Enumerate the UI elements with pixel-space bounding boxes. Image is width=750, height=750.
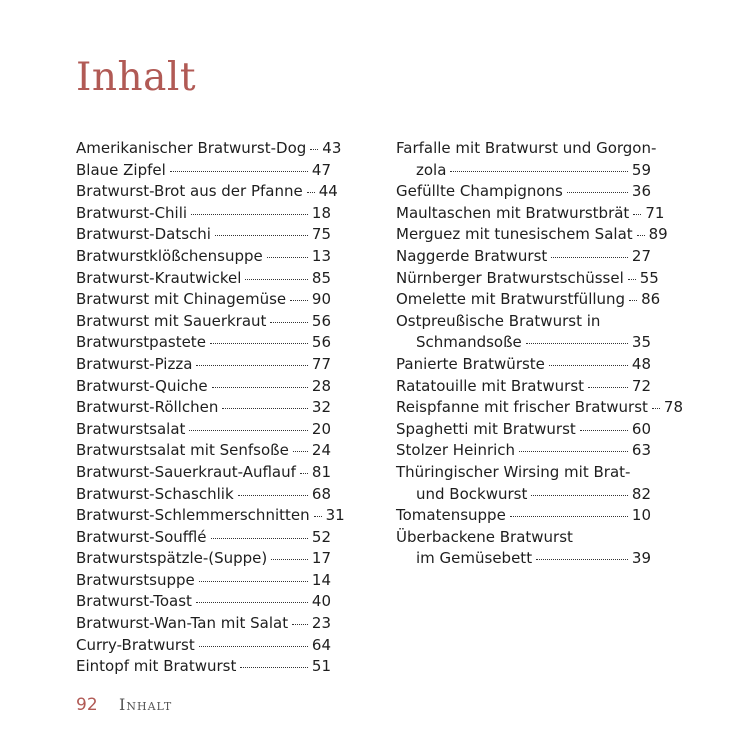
toc-entry [396,441,651,463]
toc-entry-name: Naggerde Bratwurst [396,246,548,265]
toc-entry-name: Ratatouille mit Bratwurst [396,376,585,395]
toc-entry-name: Bratwurst-Quiche [76,376,208,395]
toc-entry-page: 71 [645,203,665,222]
toc-entry-name: Farfalle mit Bratwurst und Gorgon- [396,139,657,157]
toc-entry [76,204,331,226]
dot-leader [510,516,628,517]
toc-entry-page: 64 [311,635,331,654]
toc-entry-page: 60 [631,419,651,438]
toc-entry-page: 52 [311,527,331,546]
toc-entry [396,268,659,291]
toc-entry [76,441,331,463]
toc-entry-name: Bratwurst mit Sauerkraut [76,311,267,330]
toc-entry-name: Bratwurst-Sauerkraut-Auflauf [76,462,296,481]
toc-entry [396,355,651,377]
toc-entry-page: 18 [311,203,331,222]
toc-entry-farfalle-line1 [396,139,657,161]
toc-entry-ostpreussische-line1 [396,312,651,334]
dot-leader [652,408,660,409]
toc-entry [396,225,668,247]
dot-leader [212,387,308,388]
dot-leader [211,538,308,539]
toc-entry-name: Bratwurstklößchensuppe [76,246,263,265]
toc-entry-name: Spaghetti mit Bratwurst [396,419,576,438]
toc-entry-tomatensuppe [396,506,651,528]
toc-entry-page: 89 [648,225,668,244]
dot-leader [450,171,627,172]
toc-entry-name: Thüringischer Wirsing mit Brat- [396,462,631,481]
toc-entry-name: Panierte Bratwürste [396,354,545,373]
toc-entry [76,485,331,507]
toc-entry-name: Bratwurst-Röllchen [76,398,219,417]
dot-leader [222,408,308,409]
toc-entry-name: Tomatensuppe [396,506,506,525]
toc-entry-page: 47 [311,160,331,179]
toc-entry-name: Bratwurst-Toast [76,592,192,611]
toc-entry-name: Bratwurst-Schaschlik [76,484,234,503]
toc-entry-page: 56 [311,311,331,330]
toc-entry-ostpreussische-line2 [396,333,651,355]
toc-entry [76,398,331,420]
toc-entry-page: 63 [631,441,651,460]
toc-entry-name: Curry-Bratwurst [76,635,195,654]
toc-entry-name: Stolzer Heinrich [396,441,516,460]
page-number: 92 [76,695,98,715]
toc-entry-page: 56 [311,333,331,352]
dot-leader [267,257,308,258]
dot-leader [170,171,308,172]
toc-group-a [396,182,668,312]
toc-entry-page: 14 [311,570,331,589]
toc-entry-name: Bratwurst-Chili [76,203,188,222]
toc-entry-page: 44 [318,182,338,201]
toc-entry-page: 51 [311,657,331,676]
toc-entry-thueringer-line2 [396,485,651,507]
toc-group-b [396,354,684,463]
toc-entry [76,355,331,377]
dot-leader [629,300,637,301]
toc-entry-page: 40 [311,592,331,611]
toc-entry-name: Amerikanischer Bratwurst-Dog [76,139,307,157]
toc-entry-page: 68 [311,484,331,503]
toc-entry-name: Nürnberger Bratwurstschüssel [396,268,624,287]
toc-entry-name: Maultaschen mit Bratwurstbrät [396,203,630,222]
toc-entry [396,247,651,269]
toc-entry-name: Bratwurstpastete [76,333,206,352]
toc-entry-page: 81 [311,462,332,481]
dot-leader [633,214,641,215]
dot-leader [310,149,318,150]
toc-entry [76,139,342,161]
toc-entry-name: Schmandsoße [416,333,522,352]
toc-entry-name: Bratwurst-Datschi [76,225,211,244]
toc-entry-name: Bratwurstspätzle-(Suppe) [76,549,268,568]
toc-left-column [76,139,345,679]
toc-entry-page: 35 [631,333,651,352]
toc-entry [76,225,331,247]
toc-entry [396,398,684,420]
toc-entry-name: und Bockwurst [416,484,528,503]
toc-entry-name: Eintopf mit Bratwurst [76,657,237,676]
toc-entry-page: 77 [311,354,331,373]
toc-entry-name: Gefüllte Champignons [396,182,563,201]
dot-leader [191,214,308,215]
dot-leader [245,279,308,280]
toc-entry-page: 48 [631,354,651,373]
dot-leader [519,451,628,452]
dot-leader [536,559,628,560]
toc-entry-name: Bratwurst-Soufflé [76,527,207,546]
dot-leader [628,279,636,280]
toc-entry-page: 85 [311,268,331,287]
toc-entry [76,463,331,485]
dot-leader [549,365,628,366]
dot-leader [526,343,628,344]
toc-entry-page: 55 [639,268,659,287]
dot-leader [196,602,308,603]
toc-entry-page: 86 [641,290,661,309]
toc-entry-page: 10 [631,506,651,525]
toc-entry [76,377,331,399]
toc-entry-thueringer-line1 [396,463,651,485]
toc-entry-page: 24 [311,441,331,460]
toc-entry-name: Blaue Zipfel [76,160,166,179]
dot-leader [580,430,628,431]
toc-entry-farfalle-line2 [396,161,651,183]
toc-entry [76,161,331,183]
toc-right-column [396,139,684,571]
toc-entry [396,203,665,226]
toc-entry-page: 13 [311,246,331,265]
toc-entry-name: Bratwurst mit Chinagemüse [76,290,287,309]
toc-entry [76,312,331,334]
toc-entry [76,636,331,658]
toc-entry [76,506,345,528]
dot-leader [567,192,628,193]
toc-entry-page: 31 [325,506,345,525]
toc-entry-ueberbackene-line2 [396,549,651,571]
toc-entry-page: 59 [631,160,651,179]
toc-entry-name: Bratwurst-Wan-Tan mit Salat [76,614,289,633]
toc-entry-page: 23 [311,614,331,633]
toc-entry-page: 39 [631,549,651,568]
toc-entry-name: Bratwurstsalat [76,419,186,438]
toc-entry [396,420,651,442]
dot-leader [292,624,308,625]
running-head: Inhalt [119,695,173,714]
toc-entry [76,420,331,442]
toc-entry [76,657,331,679]
dot-leader [300,473,308,474]
toc-entry-name: Bratwurst-Brot aus der Pfanne [76,182,303,201]
toc-entry-name: Bratwurst-Krautwickel [76,268,242,287]
dot-leader [196,365,308,366]
dot-leader [637,235,645,236]
toc-entry [76,269,331,291]
dot-leader [588,387,628,388]
toc-entry-name: Bratwurstsalat mit Senfsoße [76,441,289,460]
toc-entry-page: 90 [311,290,331,309]
dot-leader [271,559,308,560]
toc-entry-name: Bratwurst-Schlemmerschnitten [76,506,310,525]
toc-entry-name: Merguez mit tunesischem Salat [396,225,633,244]
dot-leader [199,581,308,582]
dot-leader [199,646,308,647]
toc-entry [396,290,661,312]
toc-entry-name: Omelette mit Bratwurstfüllung [396,290,626,309]
dot-leader [314,516,322,517]
toc-entry [76,247,331,269]
dot-leader [215,235,308,236]
toc-entry-name: Überbackene Bratwurst [396,527,573,546]
toc-entry-name: Bratwurstsuppe [76,570,195,589]
toc-entry [76,333,331,355]
toc-entry [396,182,651,204]
dot-leader [293,451,308,452]
toc-entry-page: 43 [322,139,342,157]
toc-entry [76,182,338,204]
toc-entry [396,377,651,399]
toc-entry-name: Bratwurst-Pizza [76,354,193,373]
page-title: Inhalt [76,55,197,100]
toc-entry-name: zola [416,160,447,179]
dot-leader [270,322,307,323]
dot-leader [238,495,308,496]
toc-entry-name: Ostpreußische Bratwurst in [396,311,601,330]
toc-entry-page: 72 [631,376,651,395]
dot-leader [290,300,308,301]
dot-leader [210,343,308,344]
dot-leader [551,257,628,258]
toc-entry-ueberbackene-line1 [396,528,651,550]
toc-entry [76,614,331,636]
toc-entry-page: 78 [663,398,684,417]
toc-entry-page: 28 [311,376,331,395]
toc-entry-page: 75 [311,225,331,244]
dot-leader [307,192,315,193]
toc-entry [76,592,331,614]
toc-entry [76,549,331,571]
dot-leader [531,495,628,496]
toc-entry [76,528,331,550]
toc-entry-page: 17 [311,549,331,568]
toc-entry [76,290,331,312]
toc-entry-page: 82 [631,484,651,503]
page-footer [76,695,172,715]
toc-entry-page: 27 [631,246,651,265]
toc-entry-page: 32 [311,398,331,417]
toc-entry [76,571,331,593]
toc-entry-name: im Gemüsebett [416,549,533,568]
toc-entry-page: 36 [631,182,651,201]
dot-leader [240,667,308,668]
dot-leader [189,430,307,431]
toc-entry-page: 20 [311,419,331,438]
toc-entry-name: Reispfanne mit frischer Bratwurst [396,398,648,417]
